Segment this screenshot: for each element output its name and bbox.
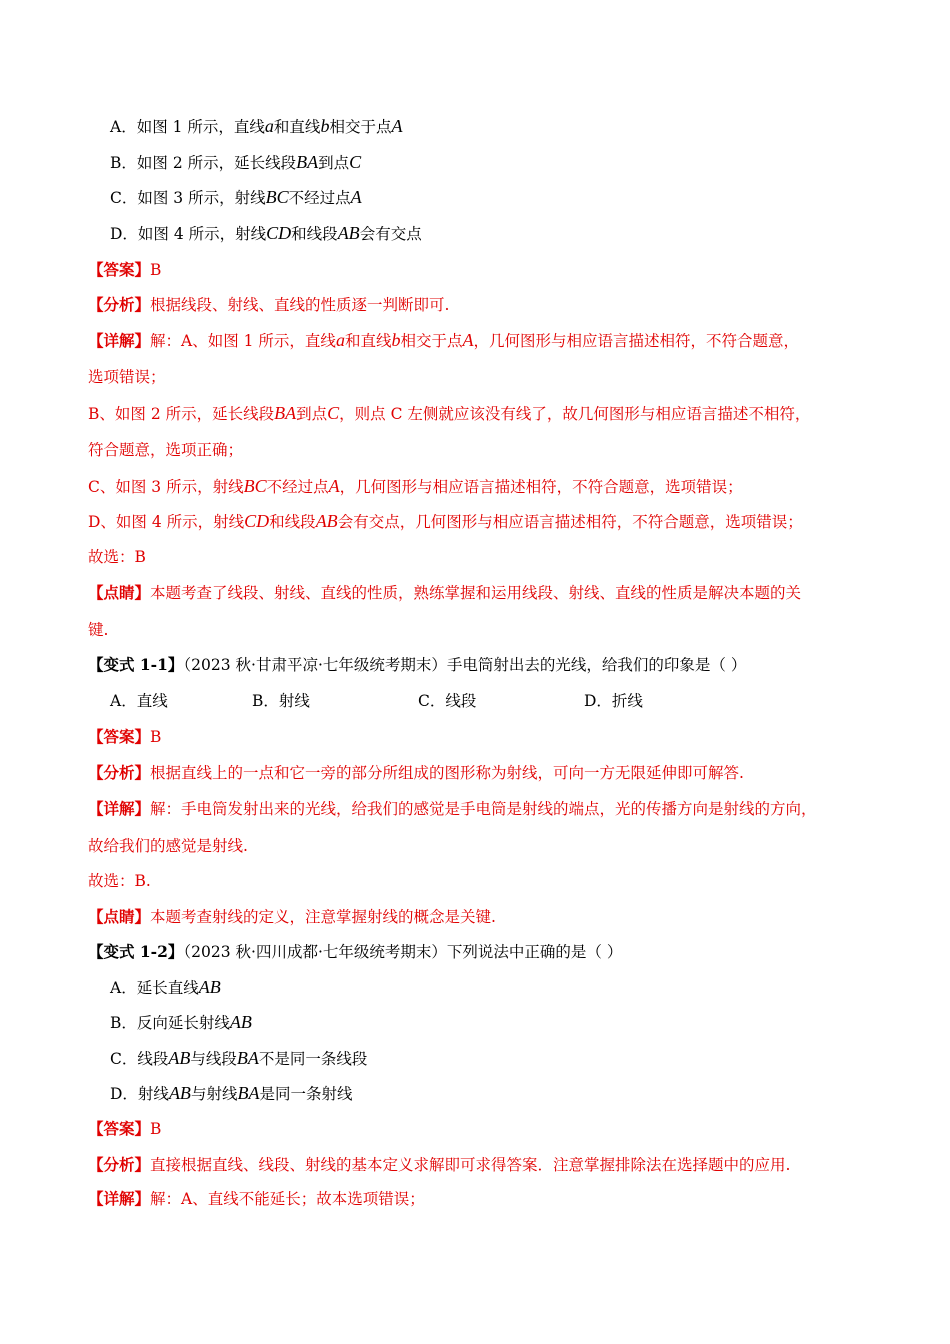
math-var: C	[327, 403, 340, 423]
variant-1-1-detail-line-3: 故选：B.	[88, 872, 151, 890]
q1-detail-line-3	[88, 403, 810, 424]
math-var: A	[462, 330, 474, 350]
math-var: A	[391, 116, 403, 136]
math-var: BC	[265, 187, 289, 207]
answer-label: 【答案】	[88, 727, 151, 746]
math-var: AB	[198, 977, 221, 997]
detail-text: 解：手电筒发射出来的光线，给我们的感觉是手电筒是射线的端点，光的传播方向是射线的方向，	[150, 800, 817, 818]
option-text: 与射线	[190, 1085, 238, 1103]
detail-label: 【详解】	[88, 331, 151, 350]
variant-1-2-analysis	[88, 1155, 790, 1175]
q1-option-d	[110, 223, 422, 244]
detail-label: 【详解】	[88, 799, 151, 818]
detail-text: 到点	[296, 405, 328, 423]
option-text: 不经过点	[288, 189, 351, 207]
option-text: C．线段	[110, 1050, 169, 1068]
q1-option-c	[110, 187, 362, 208]
analysis-text: 根据线段、射线、直线的性质逐一判断即可.	[150, 296, 450, 314]
option-text: D．射线	[110, 1085, 169, 1103]
q1-analysis	[88, 295, 449, 315]
variant-1-2-answer	[88, 1119, 161, 1139]
analysis-text: 直接根据直线、线段、射线的基本定义求解即可求得答案．注意掌握排除法在选择题中的应用.	[150, 1156, 791, 1174]
option-text: 相交于点	[329, 118, 392, 136]
math-var: BC	[243, 476, 267, 496]
variant-1-2-option-c	[110, 1048, 367, 1069]
q1-detail-line-6	[88, 511, 803, 532]
math-var: AB	[168, 1083, 191, 1103]
variant-1-2-option-b	[110, 1012, 252, 1033]
comment-text: 本题考查射线的定义，注意掌握射线的概念是关键.	[150, 908, 496, 926]
detail-text: 和直线	[344, 332, 392, 350]
math-var: BA	[236, 1048, 259, 1068]
q1-detail-line-2: 选项错误；	[88, 368, 166, 386]
math-var: AB	[168, 1048, 191, 1068]
q1-comment-line-2: 键.	[88, 621, 109, 639]
q1-comment-line-1	[88, 583, 801, 603]
variant-1-1-detail-line-2: 故给我们的感觉是射线.	[88, 837, 248, 855]
option-text: 到点	[318, 154, 350, 172]
detail-text: 会有交点，几何图形与相应语言描述相符，不符合题意，选项错误；	[337, 513, 803, 531]
detail-text: D、如图 4 所示，射线	[88, 513, 245, 531]
detail-text: 和线段	[269, 513, 316, 531]
q1-option-a	[110, 116, 402, 137]
q1-detail-line-1	[88, 330, 799, 351]
math-var: CD	[244, 511, 270, 531]
option-text: B．如图 2 所示，延长线段	[110, 154, 297, 172]
option-text: 与线段	[190, 1050, 237, 1068]
answer-text: B	[150, 1120, 162, 1138]
math-var: BA	[237, 1083, 260, 1103]
question-source: （2023 秋·甘肃平凉·七年级统考期末）	[183, 656, 447, 674]
math-var: b	[391, 330, 401, 350]
option-text: 会有交点	[359, 225, 422, 243]
detail-text: ，几何图形与相应语言描述相符，不符合题意，选项错误；	[339, 478, 743, 496]
math-var: AB	[337, 223, 360, 243]
variant-1-1-option-b: B．射线	[252, 692, 310, 710]
option-text: 和直线	[273, 118, 321, 136]
analysis-text: 根据直线上的一点和它一旁的部分所组成的图形称为射线，可向一方无限延伸即可解答.	[150, 764, 744, 782]
variant-1-2-option-d	[110, 1083, 352, 1104]
math-var: BA	[274, 403, 297, 423]
detail-text: 不经过点	[266, 478, 329, 496]
question-text: 手电筒射出去的光线，给我们的印象是（ ）	[446, 656, 747, 674]
math-var: BA	[296, 152, 319, 172]
math-var: a	[335, 330, 345, 350]
variant-1-2-detail	[88, 1189, 425, 1209]
variant-label: 【变式 1-2】	[88, 942, 184, 961]
variant-1-1-answer	[88, 727, 161, 747]
detail-text: 解：A、直线不能延长；故本选项错误；	[150, 1190, 425, 1208]
comment-label: 【点睛】	[88, 583, 151, 602]
math-var: AB	[315, 511, 338, 531]
option-text: B．反向延长射线	[110, 1014, 230, 1032]
q1-detail-line-5	[88, 476, 743, 497]
math-var: AB	[229, 1012, 252, 1032]
option-text: 不是同一条线段	[258, 1050, 368, 1068]
answer-label: 【答案】	[88, 1119, 151, 1138]
answer-label: 【答案】	[88, 260, 151, 279]
math-var: A	[328, 476, 340, 496]
detail-label: 【详解】	[88, 1189, 151, 1208]
option-text: A．延长直线	[110, 979, 199, 997]
math-var: a	[264, 116, 274, 136]
math-var: A	[350, 187, 362, 207]
variant-1-1-option-a: A．直线	[110, 692, 168, 710]
analysis-label: 【分析】	[88, 295, 151, 314]
variant-1-1-option-d: D．折线	[584, 692, 643, 710]
detail-text: B、如图 2 所示，延长线段	[88, 405, 275, 423]
answer-text: B	[150, 261, 162, 279]
variant-1-2-option-a	[110, 977, 221, 998]
variant-1-1-detail-line-1	[88, 799, 817, 819]
detail-text: 解：A、如图 1 所示，直线	[150, 332, 336, 350]
q1-option-b	[110, 152, 361, 173]
analysis-label: 【分析】	[88, 763, 151, 782]
option-text: 和线段	[291, 225, 338, 243]
analysis-label: 【分析】	[88, 1155, 151, 1174]
comment-text: 本题考查了线段、射线、直线的性质，熟练掌握和运用线段、射线、直线的性质是解决本题的关	[150, 584, 802, 602]
question-source: （2023 秋·四川成都·七年级统考期末）	[183, 943, 447, 961]
math-var: CD	[266, 223, 292, 243]
q1-detail-line-4: 符合题意，选项正确；	[88, 441, 244, 459]
q1-detail-line-7: 故选：B	[88, 548, 146, 566]
detail-text: 相交于点	[400, 332, 463, 350]
option-text: D．如图 4 所示，射线	[110, 225, 267, 243]
math-var: b	[320, 116, 330, 136]
comment-label: 【点睛】	[88, 907, 151, 926]
math-var: C	[349, 152, 362, 172]
variant-1-2-question	[88, 942, 622, 962]
option-text: 是同一条射线	[259, 1085, 353, 1103]
answer-text: B	[150, 728, 162, 746]
variant-1-1-option-c: C．线段	[418, 692, 477, 710]
detail-text: ，则点 C 左侧就应该没有线了，故几何图形与相应语言描述不相符，	[339, 405, 811, 423]
variant-label: 【变式 1-1】	[88, 655, 184, 674]
option-text: A．如图 1 所示，直线	[110, 118, 265, 136]
variant-1-1-question	[88, 655, 746, 675]
detail-text: C、如图 3 所示，射线	[88, 478, 244, 496]
question-text: 下列说法中正确的是（ ）	[446, 943, 623, 961]
detail-text: ，几何图形与相应语言描述相符，不符合题意，	[473, 332, 799, 350]
variant-1-1-analysis	[88, 763, 744, 783]
variant-1-1-comment	[88, 907, 496, 927]
option-text: C．如图 3 所示，射线	[110, 189, 266, 207]
q1-answer	[88, 260, 161, 280]
